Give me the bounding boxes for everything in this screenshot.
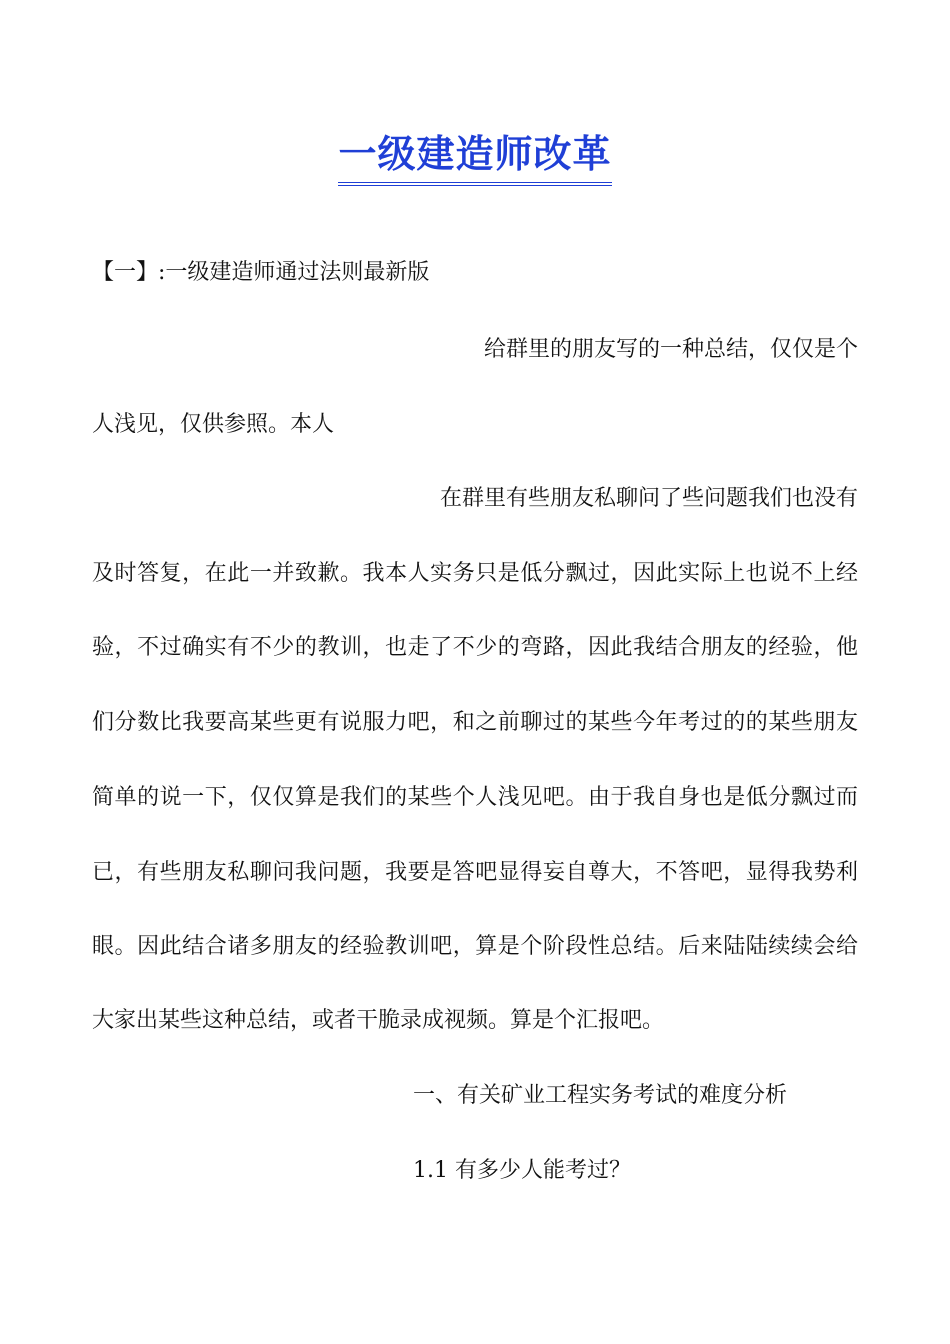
subheading: 一、有关矿业工程实务考试的难度分析 — [413, 1083, 788, 1108]
paragraph-line: 及时答复，在此一并致歉。我本人实务只是低分飘过，因此实际上也说不上经 — [92, 561, 858, 586]
document-title[interactable] — [0, 128, 950, 186]
paragraph-line: 在群里有些朋友私聊问了些问题我们也没有 — [439, 486, 858, 511]
paragraph-line: 人浅见，仅供参照。本人 — [92, 412, 335, 437]
paragraph-line: 眼。因此结合诸多朋友的经验教训吧，算是个阶段性总结。后来陆陆续续会给 — [92, 934, 858, 959]
paragraph-line: 验，不过确实有不少的教训，也走了不少的弯路，因此我结合朋友的经验，他 — [92, 635, 858, 660]
section-heading: 【一】:一级建造师通过法则最新版 — [92, 260, 430, 285]
paragraph-line: 们分数比我要高某些更有说服力吧，和之前聊过的某些今年考过的的某些朋友 — [92, 710, 858, 735]
paragraph-line: 给群里的朋友写的一种总结，仅仅是个 — [483, 337, 858, 362]
document-title-link[interactable]: 一级建造师改革 — [338, 128, 611, 186]
subheading-1-1: 1.1 有多少人能考过？ — [413, 1158, 631, 1183]
paragraph-line: 大家出某些这种总结，或者干脆录成视频。算是个汇报吧。 — [92, 1008, 665, 1033]
paragraph-line: 简单的说一下，仅仅算是我们的某些个人浅见吧。由于我自身也是低分飘过而 — [92, 785, 858, 810]
paragraph-line: 已，有些朋友私聊问我问题，我要是答吧显得妄自尊大，不答吧，显得我势利 — [92, 860, 858, 885]
